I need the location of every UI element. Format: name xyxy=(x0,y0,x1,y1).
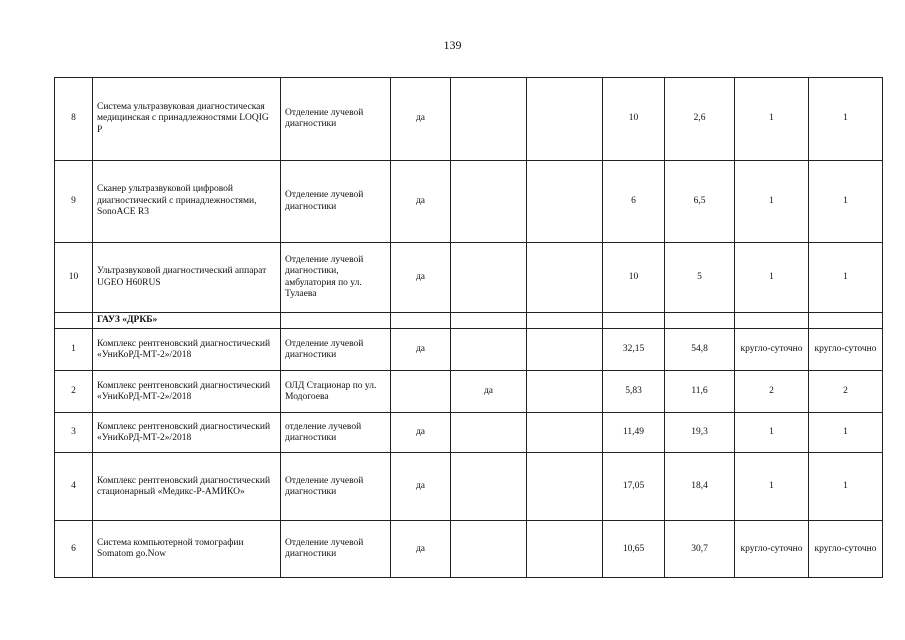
column-5-cell xyxy=(451,78,527,161)
equipment-name-cell: Система ультразвуковая диагностическая медицинская с принадлежностями LOQIG P xyxy=(93,78,281,161)
department-cell: Отделение лучевой диагностики xyxy=(281,453,391,521)
column-10-cell: 1 xyxy=(809,413,883,453)
row-number-cell: 6 xyxy=(55,521,93,578)
column-7-cell: 32,15 xyxy=(603,329,665,371)
table-row xyxy=(55,371,883,413)
department-cell: Отделение лучевой диагностики xyxy=(281,521,391,578)
column-10-cell: кругло-суточно xyxy=(809,521,883,578)
column-6-cell xyxy=(527,78,603,161)
column-7-cell: 10,65 xyxy=(603,521,665,578)
column-4-cell: да xyxy=(391,78,451,161)
column-9-cell xyxy=(735,313,809,329)
equipment-name-cell: ГАУЗ «ДРКБ» xyxy=(93,313,281,329)
column-10-cell: 1 xyxy=(809,243,883,313)
column-8-cell: 2,6 xyxy=(665,78,735,161)
column-7-cell: 5,83 xyxy=(603,371,665,413)
department-cell: Отделение лучевой диагностики xyxy=(281,161,391,243)
column-7-cell: 10 xyxy=(603,78,665,161)
row-number-cell: 10 xyxy=(55,243,93,313)
column-4-cell: да xyxy=(391,413,451,453)
column-8-cell: 30,7 xyxy=(665,521,735,578)
column-5-cell xyxy=(451,313,527,329)
column-4-cell xyxy=(391,371,451,413)
row-number-cell: 3 xyxy=(55,413,93,453)
column-9-cell: 1 xyxy=(735,413,809,453)
table-row xyxy=(55,453,883,521)
column-7-cell: 17,05 xyxy=(603,453,665,521)
column-6-cell xyxy=(527,329,603,371)
column-10-cell: 1 xyxy=(809,161,883,243)
column-4-cell xyxy=(391,313,451,329)
column-8-cell: 11,6 xyxy=(665,371,735,413)
column-10-cell: 1 xyxy=(809,453,883,521)
row-number-cell: 9 xyxy=(55,161,93,243)
column-9-cell: 2 xyxy=(735,371,809,413)
column-6-cell xyxy=(527,243,603,313)
equipment-name-cell: Система компьютерной томографии Somatom go.Now xyxy=(93,521,281,578)
table-row xyxy=(55,161,883,243)
table-row xyxy=(55,521,883,578)
table-row xyxy=(55,243,883,313)
department-cell: Отделение лучевой диагностики xyxy=(281,329,391,371)
column-6-cell xyxy=(527,313,603,329)
department-cell: отделение лучевой диагностики xyxy=(281,413,391,453)
column-9-cell: 1 xyxy=(735,161,809,243)
column-6-cell xyxy=(527,413,603,453)
column-5-cell: да xyxy=(451,371,527,413)
row-number-cell xyxy=(55,313,93,329)
column-9-cell: кругло-суточно xyxy=(735,329,809,371)
table-row xyxy=(55,78,883,161)
row-number-cell: 2 xyxy=(55,371,93,413)
column-7-cell: 10 xyxy=(603,243,665,313)
column-5-cell xyxy=(451,243,527,313)
equipment-table xyxy=(54,77,883,578)
page-number: 139 xyxy=(443,38,462,52)
column-8-cell: 5 xyxy=(665,243,735,313)
column-4-cell: да xyxy=(391,329,451,371)
column-6-cell xyxy=(527,371,603,413)
department-cell xyxy=(281,313,391,329)
row-number-cell: 1 xyxy=(55,329,93,371)
column-4-cell: да xyxy=(391,161,451,243)
column-5-cell xyxy=(451,161,527,243)
department-cell: ОЛД Стационар по ул. Модогоева xyxy=(281,371,391,413)
equipment-name-cell: Сканер ультразвуковой цифровой диагностический с принадлежностями, SonoACE R3 xyxy=(93,161,281,243)
column-8-cell xyxy=(665,313,735,329)
equipment-name-cell: Комплекс рентгеновский диагностический «УниКоРД-МТ-2»/2018 xyxy=(93,413,281,453)
column-6-cell xyxy=(527,453,603,521)
column-6-cell xyxy=(527,161,603,243)
department-cell: Отделение лучевой диагностики, амбулатория по ул. Тулаева xyxy=(281,243,391,313)
column-10-cell: 2 xyxy=(809,371,883,413)
column-10-cell: 1 xyxy=(809,78,883,161)
column-4-cell: да xyxy=(391,453,451,521)
column-5-cell xyxy=(451,413,527,453)
column-10-cell: кругло-суточно xyxy=(809,329,883,371)
equipment-name-cell: Комплекс рентгеновский диагностический «УниКоРД-МТ-2»/2018 xyxy=(93,371,281,413)
row-number-cell: 4 xyxy=(55,453,93,521)
column-4-cell: да xyxy=(391,243,451,313)
table-row xyxy=(55,329,883,371)
column-9-cell: 1 xyxy=(735,78,809,161)
column-9-cell: 1 xyxy=(735,453,809,521)
column-7-cell xyxy=(603,313,665,329)
column-8-cell: 6,5 xyxy=(665,161,735,243)
column-8-cell: 54,8 xyxy=(665,329,735,371)
row-number-cell: 8 xyxy=(55,78,93,161)
equipment-name-cell: Ультразвуковой диагностический аппарат UGEO H60RUS xyxy=(93,243,281,313)
equipment-name-cell: Комплекс рентгеновский диагностический стационарный «Медикс-Р-АМИКО» xyxy=(93,453,281,521)
column-9-cell: кругло-суточно xyxy=(735,521,809,578)
column-8-cell: 19,3 xyxy=(665,413,735,453)
column-5-cell xyxy=(451,521,527,578)
column-7-cell: 11,49 xyxy=(603,413,665,453)
column-5-cell xyxy=(451,329,527,371)
equipment-name-cell: Комплекс рентгеновский диагностический «УниКоРД-МТ-2»/2018 xyxy=(93,329,281,371)
column-4-cell: да xyxy=(391,521,451,578)
column-9-cell: 1 xyxy=(735,243,809,313)
column-10-cell xyxy=(809,313,883,329)
column-5-cell xyxy=(451,453,527,521)
column-6-cell xyxy=(527,521,603,578)
table-row xyxy=(55,413,883,453)
section-header-row xyxy=(55,313,883,329)
column-8-cell: 18,4 xyxy=(665,453,735,521)
column-7-cell: 6 xyxy=(603,161,665,243)
department-cell: Отделение лучевой диагностики xyxy=(281,78,391,161)
